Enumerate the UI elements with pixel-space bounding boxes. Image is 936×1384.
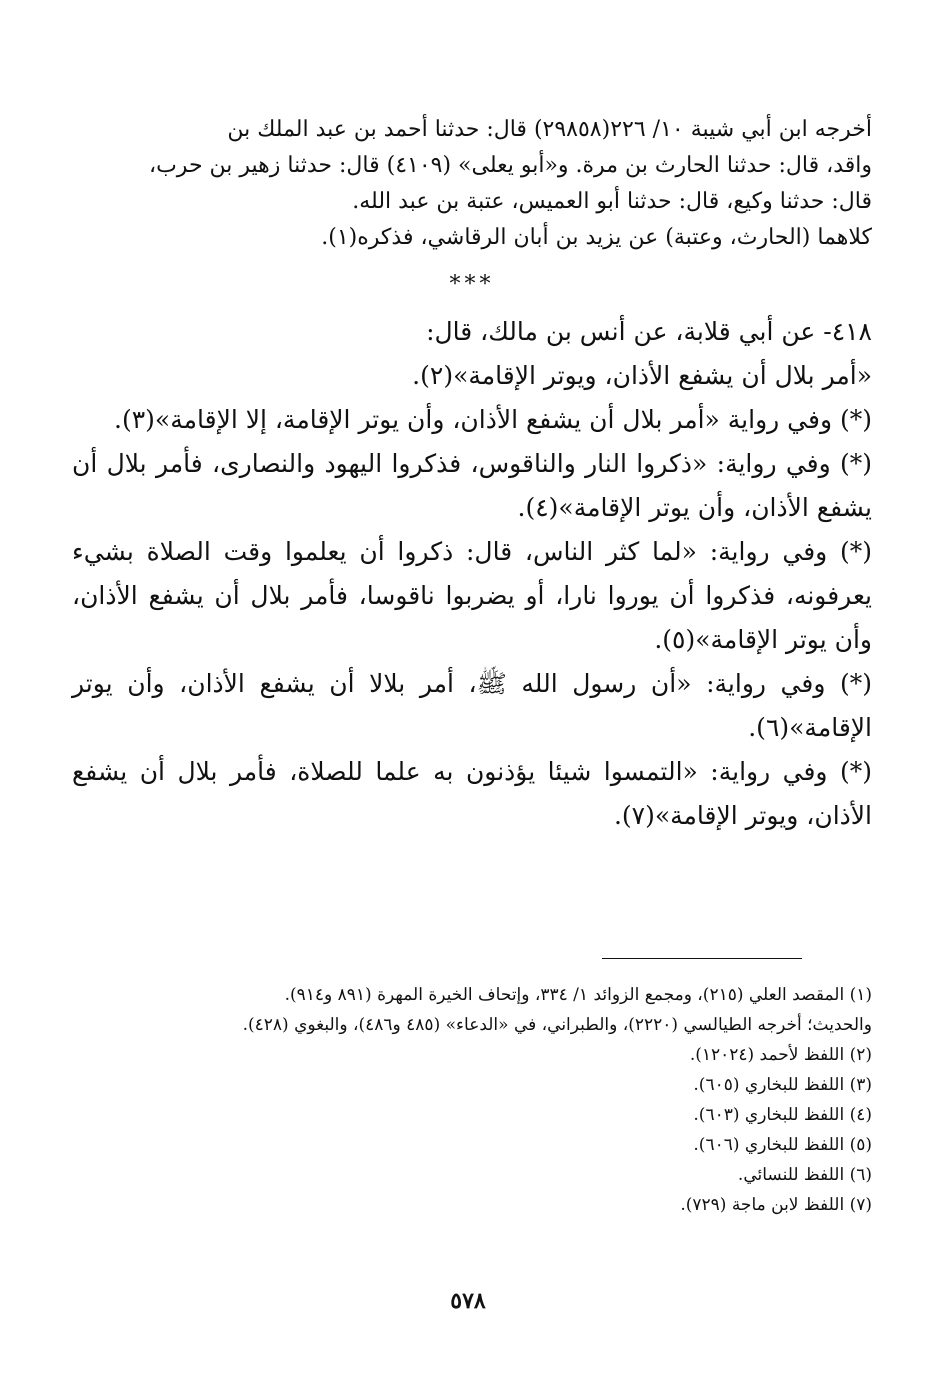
intro-line: أخرجه ابن أبي شيبة ١٠/ ٢٢٦(٢٩٨٥٨) قال: حدثنا أحمد بن عبد الملك بن (227, 117, 872, 142)
footnote: (٤) اللفظ للبخاري (٦٠٣). (693, 1105, 872, 1125)
hadith-variant: (*) وفي رواية: «أن رسول الله ﷺ، أمر بلالا أن يشفع الأذان، وأن يوتر الإقامة»(٦). (72, 669, 872, 742)
footnotes (72, 980, 872, 1220)
hadith-block (72, 310, 872, 838)
hadith-variant: (*) وفي رواية «أمر بلال أن يشفع الأذان، وأن يوتر الإقامة، إلا الإقامة»(٣). (114, 405, 872, 434)
footnote: (٧) اللفظ لابن ماجة (٧٢٩). (680, 1195, 872, 1215)
hadith-variant: (*) وفي رواية: «ذكروا النار والناقوس، فذكروا اليهود والنصارى، فأمر بلال أن يشفع الأذان، وأن يوتر الإقامة»(٤). (72, 449, 872, 522)
hadith-variant: (*) وفي رواية: «لما كثر الناس، قال: ذكروا أن يعلموا وقت الصلاة بشيء يعرفونه، فذكروا أن يوروا نارا، أو يضربوا ناقوسا، فأمر بلال أن يشفع الأذان، وأن يوتر الإقامة»(٥). (72, 537, 872, 654)
footnote: والحديث؛ أخرجه الطيالسي (٢٢٢٠)، والطبراني، في «الدعاء» (٤٨٥ و٤٨٦)، والبغوي (٤٢٨). (242, 1015, 872, 1035)
takhrij-intro (72, 112, 872, 256)
hadith-number-line: ٤١٨- عن أبي قلابة، عن أنس بن مالك، قال: (426, 317, 872, 346)
footnote-divider (602, 958, 802, 959)
intro-line: واقد، قال: حدثنا الحارث بن مرة. و«أبو يعلى» (٤١٠٩) قال: حدثنا زهير بن حرب، (149, 153, 872, 178)
footnote: (٦) اللفظ للنسائي. (737, 1165, 872, 1185)
page-number: ٥٧٨ (450, 1288, 486, 1314)
footnote: (١) المقصد العلي (٢١٥)، ومجمع الزوائد ١/ ٣٣٤، وإتحاف الخيرة المهرة (٨٩١ و٩١٤). (284, 985, 872, 1005)
hadith-variant: (*) وفي رواية: «التمسوا شيئا يؤذنون به علما للصلاة، فأمر بلال أن يشفع الأذان، ويوتر الإقامة»(٧). (72, 757, 872, 830)
section-separator: *** (449, 272, 495, 297)
page-body (72, 112, 872, 838)
intro-line: قال: حدثنا وكيع، قال: حدثنا أبو العميس، عتبة بن عبد الله. (352, 189, 872, 214)
footnote: (٣) اللفظ للبخاري (٦٠٥). (693, 1075, 872, 1095)
hadith-main-text: «أمر بلال أن يشفع الأذان، ويوتر الإقامة»(٢). (412, 361, 872, 390)
footnote: (٥) اللفظ للبخاري (٦٠٦). (693, 1135, 872, 1155)
footnote: (٢) اللفظ لأحمد (١٢٠٢٤). (689, 1045, 872, 1065)
intro-line: كلاهما (الحارث، وعتبة) عن يزيد بن أبان الرقاشي، فذكره(١). (321, 225, 872, 250)
